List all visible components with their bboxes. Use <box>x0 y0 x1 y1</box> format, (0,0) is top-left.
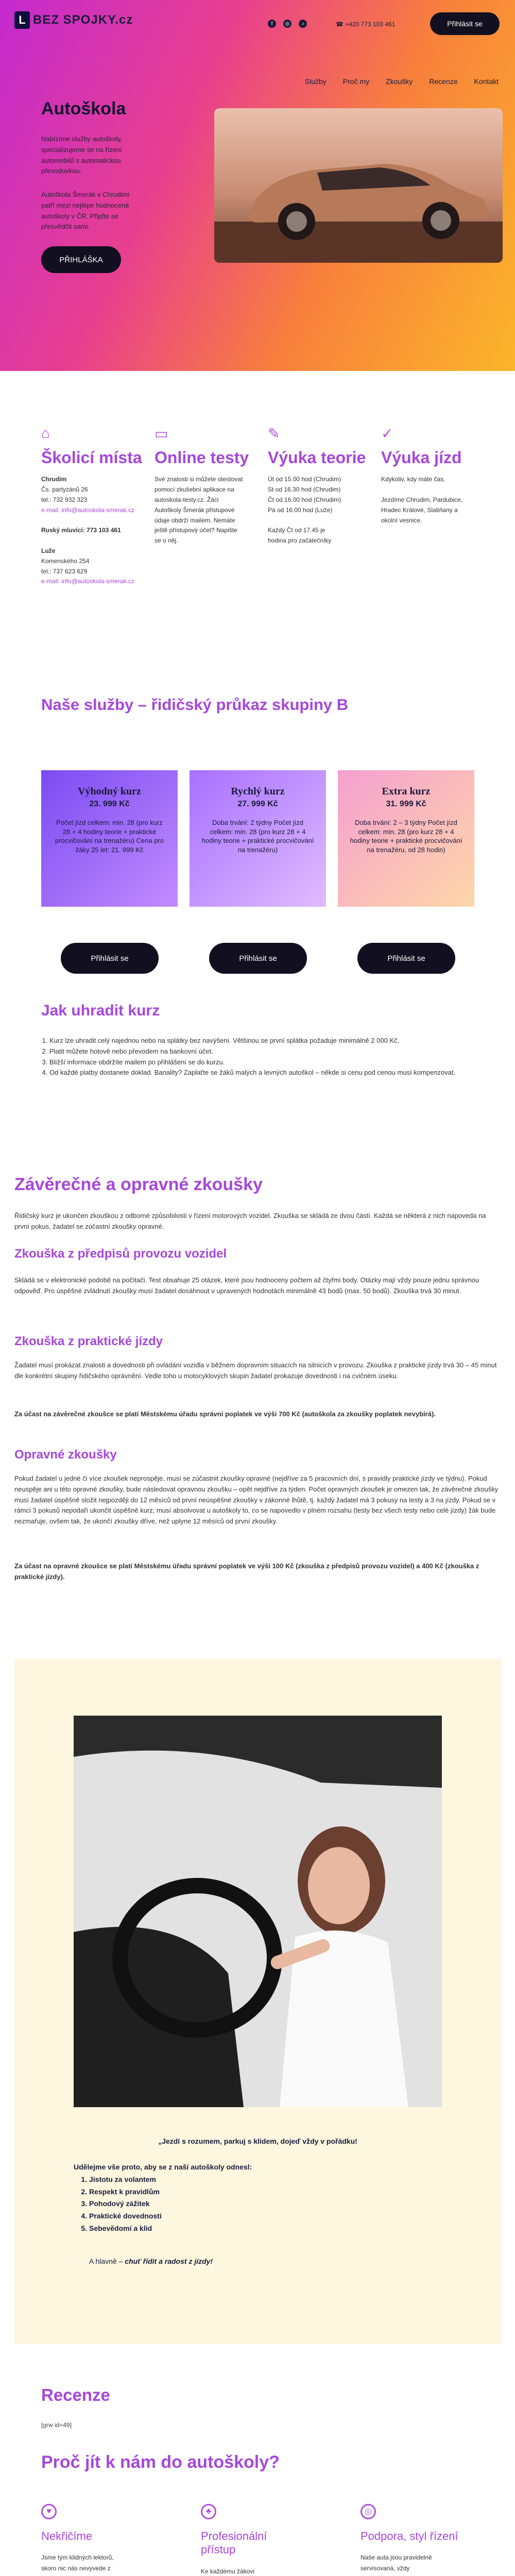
hero-title: Autoškola <box>41 99 126 118</box>
benefits-list <box>89 2174 442 2235</box>
exams-intro: Řidičský kurz je ukončen zkouškou z odborné způsobilosti v řízení motorových vozidel. Zkouška se skládá ze dvou částí. Každá se některá z nich napoveda na první pokus, žadatel se zúčastní zkoušky opravné. <box>14 1212 486 1230</box>
nav-item-zkousky[interactable]: Zkoušky <box>386 77 413 86</box>
card-description: Doba trvání: 2 – 3 týdny Počet jízd celkem: min. 28 (pro kurz 28 + 4 hodiny teorie + praktické procvičování na trenažéru, od 28 hodin) <box>350 819 462 854</box>
lifebuoy-icon: ◎ <box>360 2504 376 2519</box>
exam-repeat-text: Pokud žadatel u jedné či více zkoušek neprospěje, musí se zúčastnit zkoušky opravné (nejdříve za 5 pracovních dní, s pravidly praktické jízdy ve týdnu). Pokud neuspěje ani u této opravné zkoušky, bude následovat opravnou zkoušku – opět nejdříve za týden. Počet opravných zkoušek je omezen tak, že závěrečné zkoušky musí žadatel úspěšně složit nejpozději do 12 měsíců od první neúspěšné zkoušky v zákonné lhůtě, tj. každý žadatel má 3 pokusy na testy a 3 na jízdy. Pokud se v rámci 3 pokusů nepodaří ukončit úspěšně kurz, musí absolvovat u autoškoly to, co se napovedlo v plném rozsahu (testy bez všech testy nebo celé jízdy) žák bude nezmařuje, ovšem tak, že ukončí zkoušky dříve, než uplyne 12 měsíců od první zkoušky. <box>14 1475 499 1526</box>
hero-text-2: Autoškola Šmerák v Chrudimi patří mezi nejlépe hodnocené autoškoly v ČR. Přijďte se přesvědčit sami. <box>41 191 130 231</box>
woman-in-car-illustration <box>74 1716 442 2107</box>
facebook-icon[interactable]: f <box>268 20 276 28</box>
hero-text-1: Nabízíme služby autoškoly, specializujeme se na řízení automobilů s automatickou převodovkou. <box>41 135 123 175</box>
top-bar <box>0 0 515 52</box>
logo[interactable] <box>14 11 133 29</box>
service-email-link[interactable]: e-mail: info@autoskola-smerak.cz <box>41 578 134 585</box>
card-name: Výhodný kurz <box>78 786 141 797</box>
hero-car-image <box>214 108 503 263</box>
exams-title: Závěrečné a opravné zkoušky <box>14 1175 263 1194</box>
why-item-title: Podpora, styl řízení <box>360 2530 458 2543</box>
service-title: Výuka teorie <box>268 448 366 467</box>
payment-list <box>41 1036 484 1078</box>
outro-text: A hlavně – <box>89 2257 123 2265</box>
card-content <box>41 770 178 907</box>
list-item: 2. Platit můžete hotově nebo převodem na bankovní účet. <box>49 1046 484 1057</box>
why-item-text: Ke každému žákovi <box>201 2567 255 2575</box>
course-signup-button[interactable]: Přihlásit se <box>209 943 307 974</box>
courses-title: Naše služby – řidičský průkaz skupiny B <box>41 696 349 714</box>
outro-emphasis: chuť řídit a radost z jízdy! <box>125 2257 213 2265</box>
reviews-title: Recenze <box>41 2385 110 2404</box>
exam-driving-text: Žadatel musí prokázat znalosti a dovednosti při ovládání vozidla v běžném dopravním situacích na silnicích v provozu. Zkouška z praktické jízdy trvá 30 – 45 minut dle konkrétní skupiny řidičského oprávnění. Vedle toho u motocyklových skupin žadatel prokazuje dovednosti i na cvičném úseku. <box>14 1361 497 1380</box>
service-line: Ruský mluvící: 773 103 461 <box>41 527 121 534</box>
exam-rules-text: Skládá se v elektronické podobě na počítači. Test obsahuje 25 otázek, které jsou hodnoceny počtem až čtyřmi body. Otázky mají vždy pouze jednu správnou odpověď. Pro úspěšné zvládnutí zkoušky musí žadatel dosáhnout v upravených hodnotách minimálně 43 bodů (max. 50 bodů). Zkouška trvá 30 minut. <box>14 1276 479 1295</box>
exam-subtitle-repeat: Opravné zkoušky <box>14 1448 117 1462</box>
service-line: Kdykoliv, kdy máte čas. <box>381 476 445 483</box>
heart-icon: ♥ <box>41 2504 57 2519</box>
list-item: 5. Sebevědomí a klid <box>89 2223 442 2235</box>
service-driving <box>381 425 484 526</box>
header-phone[interactable]: ☎ +420 773 103 461 <box>336 21 396 28</box>
card-content <box>338 770 474 907</box>
why-us-title: Proč jít k nám do autoškoly? <box>41 2452 280 2472</box>
benefits-outro <box>89 2256 442 2268</box>
service-title: Školicí místa <box>41 448 142 467</box>
service-line: tel.: 732 932 323 <box>41 496 88 503</box>
instagram-icon[interactable]: ◎ <box>283 20 291 28</box>
service-text <box>381 474 464 526</box>
nav-item-kontakt[interactable]: Kontakt <box>474 77 499 86</box>
exam-subtitle-driving: Zkouška z praktické jízdy <box>14 1334 163 1348</box>
course-card-fast <box>190 770 326 907</box>
service-line: Jezdíme Chrudim, Pardubice, Hradec Králové, Slatiňany a okolní vesnice. <box>381 496 463 524</box>
service-line: St od 16.30 hod (Chrudim) <box>268 486 341 494</box>
service-line: Út od 15.00 hod (Chrudim) <box>268 476 341 483</box>
car-illustration <box>214 108 503 263</box>
list-item: 2. Respekt k pravidlům <box>89 2186 442 2198</box>
instructor-quote: „Jezdí s rozumem, parkuj s klidem, dojeď vždy v pořádku! <box>158 2137 357 2145</box>
service-locations <box>41 425 144 587</box>
instructor-photo <box>74 1716 442 2107</box>
service-text <box>268 474 345 546</box>
pencil-icon: ✎ <box>268 426 280 442</box>
card-name: Extra kurz <box>382 786 431 797</box>
card-content <box>190 770 326 907</box>
home-icon: ⌂ <box>41 425 50 441</box>
card-name: Rychlý kurz <box>231 786 285 797</box>
tiktok-icon[interactable]: ♪ <box>299 20 307 28</box>
card-price: 27. 999 Kč <box>237 800 278 808</box>
social-links <box>268 20 307 28</box>
reviews-shortcode: [grw id=49] <box>41 2421 72 2429</box>
service-email-link[interactable]: e-mail: info@autoskola-smerak.cz <box>41 506 134 514</box>
course-signup-button[interactable]: Přihlásit se <box>61 943 159 974</box>
hero-application-button[interactable]: PŘIHLÁŠKA <box>41 246 121 273</box>
service-theory <box>268 425 371 546</box>
why-item-support <box>360 2504 464 2576</box>
list-item: 1. Jistotu za volantem <box>89 2174 442 2186</box>
why-item-title: Profesionální přístup <box>201 2530 267 2556</box>
instructor-section <box>14 1659 501 2344</box>
header-signup-button[interactable]: Přihlásit se <box>430 12 500 35</box>
course-card-extra <box>338 770 474 907</box>
benefits-box <box>74 2161 442 2268</box>
nav-item-sluzby[interactable]: Služby <box>304 77 327 86</box>
course-signup-button[interactable]: Přihlásit se <box>357 943 455 974</box>
exam-subtitle-rules: Zkouška z předpisů provozu vozidel <box>14 1247 227 1261</box>
why-item-text: Jsme tým klidných lektorů, skoro nic nás nevyvede z <box>41 2554 114 2572</box>
why-item-text: Naše auta jsou pravidelně servisovaná, vždy <box>360 2554 432 2572</box>
service-line: Každý Čt od 17.45 je hodina pro začátečníky <box>268 527 332 545</box>
service-text <box>41 474 144 587</box>
list-item: 4. Od každé platby dostanete doklad. Banality? Zaplaťte se žáků malých a levných autoškol – někde si cenu pod cenou musí kompenzovat. <box>49 1067 484 1078</box>
payment-title: Jak uhradit kurz <box>41 1002 160 1019</box>
main-nav <box>305 77 499 86</box>
why-item-professional <box>201 2504 304 2576</box>
service-line: Komenského 254 <box>41 557 90 565</box>
list-item: 4. Praktické dovednosti <box>89 2210 442 2223</box>
list-item: 3. Pohodový zážitek <box>89 2198 442 2210</box>
check-circle-icon: ✓ <box>381 426 393 442</box>
card-description: Doba trvání: 2 týdny Počet jízd celkem: min. 28 (pro kurz 28 + 4 hodiny teorie + praktické procvičování na trenažéru) <box>201 819 314 854</box>
service-text: Své znalosti si můžete otestovat pomocí zkušební aplikace na autoskola-testy.cz. Žáci Autoškoly Šmerák přistupové údaje obdrží mailem. Nemáte ještě přístupový účet? Napište se o něj. <box>154 476 243 545</box>
logo-text: BEZ SPOJKY.cz <box>33 13 133 27</box>
card-price: 23. 999 Kč <box>89 800 130 808</box>
nav-item-recenze[interactable]: Recenze <box>429 77 458 86</box>
exam-fee-text: Za účast na závěrečné zkoušce se platí Městskému úřadu správní poplatek ve výši 700 Kč (autoškola za zkoušky poplatek nevybírá). <box>14 1410 436 1418</box>
logo-mark: L <box>14 11 30 29</box>
card-price: 31. 999 Kč <box>386 800 426 808</box>
service-title: Online testy <box>154 448 249 467</box>
service-line: tel.: 737 623 629 <box>41 567 88 575</box>
service-line: Luže <box>41 547 56 554</box>
service-online-tests <box>154 425 258 546</box>
service-line: Chrudim <box>41 476 67 483</box>
service-line: Pá od 16.00 hod (Luže) <box>268 506 333 514</box>
service-line: Čs. partyzánů 26 <box>41 486 88 494</box>
course-card-advantage <box>41 770 178 907</box>
exam-repeat-fee-text: Za účast na opravné zkoušce se platí Městskému úřadu správní poplatek ve výši 100 Kč (zkouška z předpisů provozu vozidel) a 400 Kč (zkouška z praktické jízdy). <box>14 1562 479 1581</box>
card-description: Počet jízd celkem: min. 28 (pro kurz 28 + 4 hodiny teorie + praktické procvičování na trenažéru) Cena pro žáky 25 let: 21. 999 Kč <box>55 819 164 854</box>
why-item-title: Nekřičíme <box>41 2530 93 2543</box>
list-item: 1. Kurz lze uhradit celý najednou nebo na splátky bez navýšení. Většinou se první splátka požaduje minimálně 2 000 Kč. <box>49 1036 484 1046</box>
hand-icon: ♣ <box>201 2504 216 2519</box>
hero-section <box>0 0 515 371</box>
nav-item-proc-my[interactable]: Proč my <box>342 77 370 86</box>
monitor-icon: ▭ <box>154 426 168 442</box>
why-item-calm <box>41 2504 144 2576</box>
services-section <box>0 371 515 680</box>
benefits-intro: Udělejme vše proto, aby se z naší autoškoly odnesl: <box>74 2163 252 2171</box>
list-item: 3. Bližší informace obdržíte mailem po přihlášení se do kurzu. <box>49 1057 484 1068</box>
service-line: Čt od 16.00 hod (Chrudim) <box>268 496 341 503</box>
service-title: Výuka jízd <box>381 448 462 467</box>
